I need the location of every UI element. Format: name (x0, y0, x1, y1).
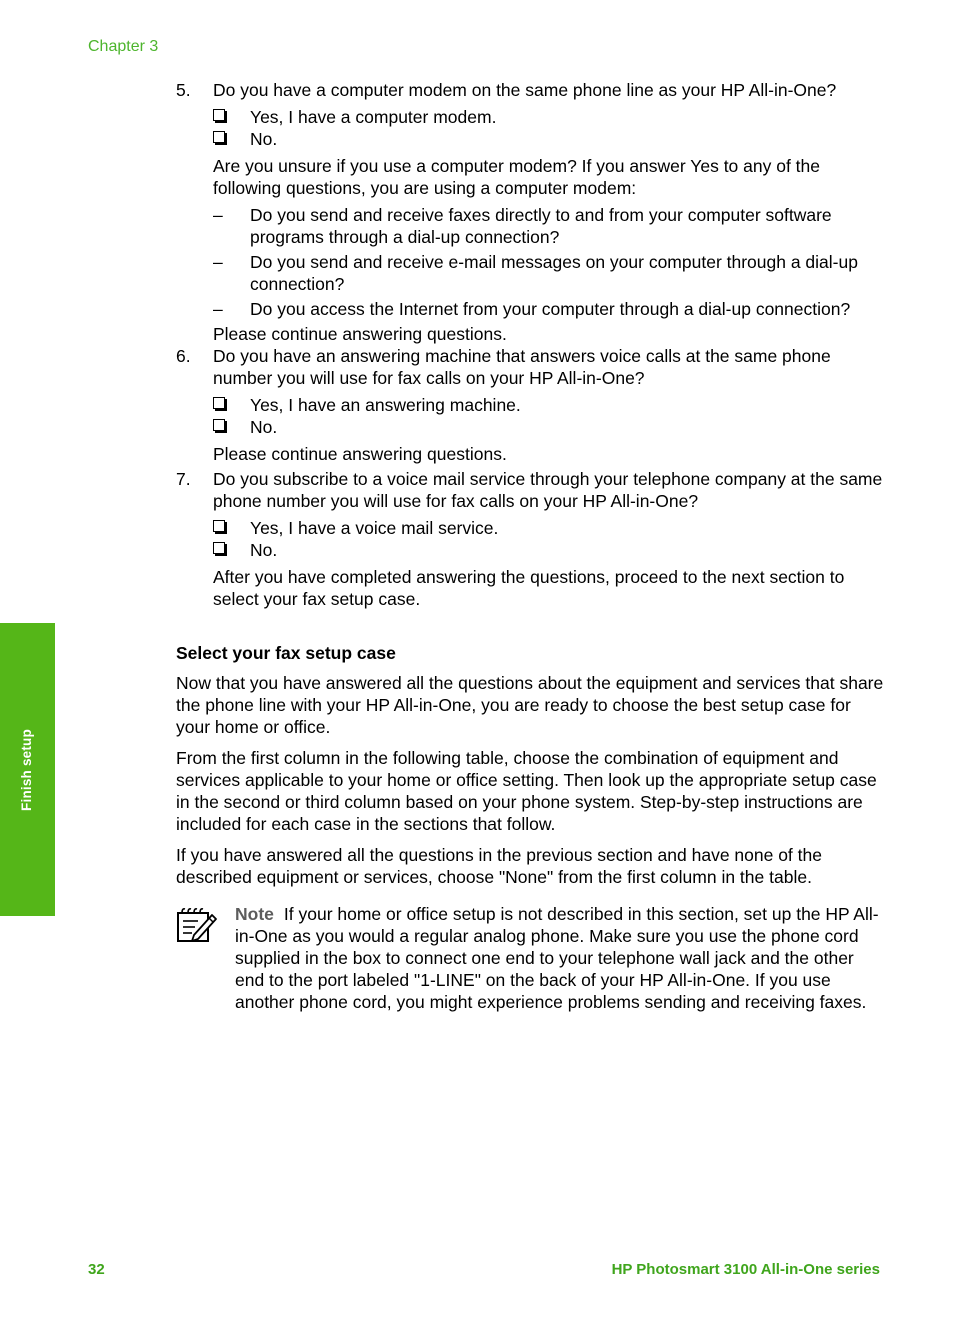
question-5 (176, 79, 886, 345)
option-checkbox[interactable] (213, 128, 886, 150)
note-block (176, 903, 886, 1013)
question-6 (176, 345, 886, 465)
continue-text: Please continue answering questions. (213, 444, 507, 464)
option-checkbox[interactable] (213, 416, 886, 438)
notepad-pencil-icon (176, 905, 218, 945)
checkbox-icon (213, 542, 225, 554)
question-number: 5. (176, 80, 191, 100)
section-heading: Select your fax setup case (176, 643, 396, 663)
dash-item (213, 251, 886, 295)
dash-bullet: – (213, 252, 223, 272)
option-checkbox[interactable] (213, 394, 886, 416)
question-7 (176, 468, 886, 610)
question-text: Do you have an answering machine that answers voice calls at the same phone number you will use for fax calls on your HP All-in-One? (213, 346, 831, 388)
question-text: Do you subscribe to a voice mail service through your telephone company at the same phone number you will use for fax calls on your HP All-in-One? (213, 469, 883, 511)
question-number: 7. (176, 469, 191, 489)
dash-list (213, 204, 886, 320)
dash-text: Do you access the Internet from your computer through a dial-up connection? (250, 299, 851, 319)
continue-text: Please continue answering questions. (213, 324, 507, 344)
checkbox-icon (213, 520, 225, 532)
section-paragraph: From the first column in the following table, choose the combination of equipment and services applicable to your home or office setting. Then look up the appropriate setup case in the second or third column based on your phone system. Step-by-step instructions are included for each case in the sections that follow. (176, 748, 877, 834)
checkbox-icon (213, 419, 225, 431)
option-checkbox[interactable] (213, 106, 886, 128)
question-number: 6. (176, 346, 191, 366)
option-checkbox[interactable] (213, 517, 886, 539)
option-label: Yes, I have a voice mail service. (250, 518, 499, 538)
dash-item (213, 298, 886, 320)
dash-text: Do you send and receive e-mail messages on your computer through a dial-up connection? (250, 252, 858, 294)
checkbox-icon (213, 109, 225, 121)
dash-item (213, 204, 886, 248)
dash-text: Do you send and receive faxes directly to and from your computer software programs through a dial-up connection? (250, 205, 832, 247)
option-label: No. (250, 417, 278, 437)
chapter-header: Chapter 3 (88, 38, 159, 55)
option-label: Yes, I have an answering machine. (250, 395, 521, 415)
checkbox-icon (213, 397, 225, 409)
option-label: Yes, I have a computer modem. (250, 107, 497, 127)
option-label: No. (250, 129, 278, 149)
checkbox-icon (213, 131, 225, 143)
section-paragraph: Now that you have answered all the questions about the equipment and services that share the phone line with your HP All-in-One, you are ready to choose the best setup case for your home or office. (176, 673, 884, 737)
question-text: Do you have a computer modem on the same phone line as your HP All-in-One? (213, 80, 837, 100)
page-content (176, 79, 886, 1013)
section-paragraph: If you have answered all the questions in the previous section and have none of the described equipment or services, choose "None" from the first column in the table. (176, 845, 822, 887)
dash-bullet: – (213, 299, 223, 319)
option-checkbox[interactable] (213, 539, 886, 561)
product-name: HP Photosmart 3100 All-in-One series (611, 1261, 880, 1278)
note-text: If your home or office setup is not described in this section, set up the HP All-in-One as you would a regular analog phone. Make sure you use the phone cord supplied in the box to connect one end to your telephone wall jack and the other end to the port labeled "1-LINE" on the back of your HP All-in-One. If you use another phone cord, you might experience problems sending and receiving faxes. (235, 904, 879, 1012)
note-label: Note (235, 904, 274, 924)
side-tab-label: Finish setup (19, 729, 34, 811)
option-label: No. (250, 540, 278, 560)
continue-text: After you have completed answering the questions, proceed to the next section to select your fax setup case. (213, 567, 845, 609)
page-number: 32 (88, 1261, 105, 1278)
explanation-text: Are you unsure if you use a computer modem? If you answer Yes to any of the following questions, you are using a computer modem: (213, 156, 821, 198)
dash-bullet: – (213, 205, 223, 225)
